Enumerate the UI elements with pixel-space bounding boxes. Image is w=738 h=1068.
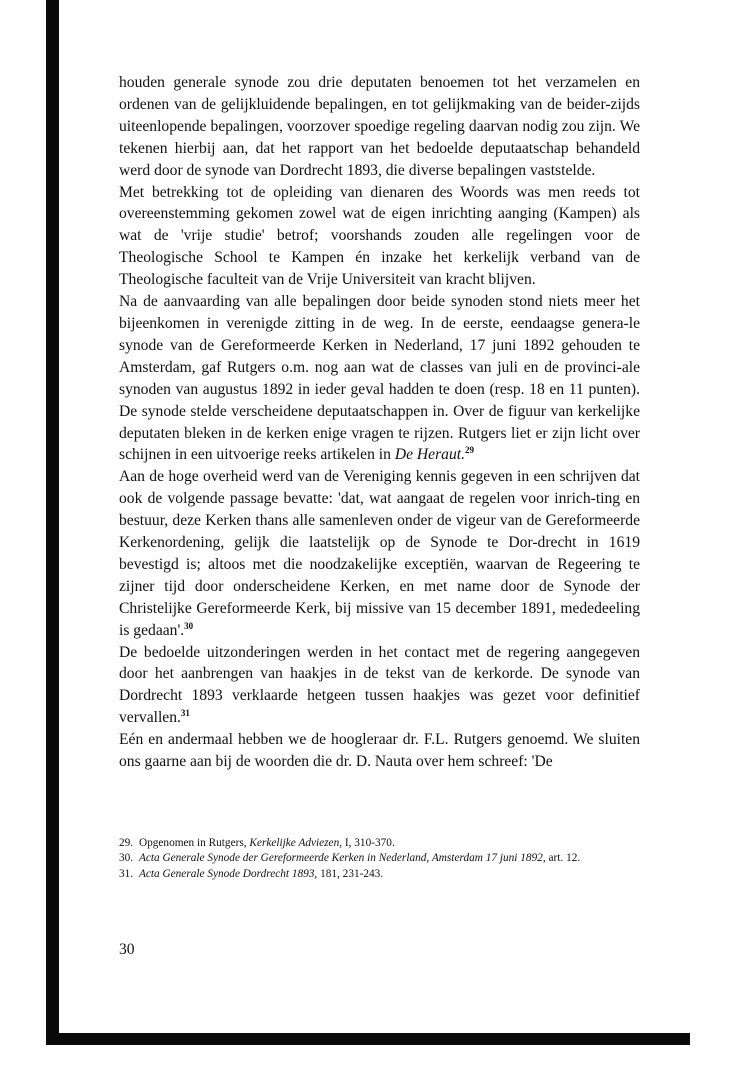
- footnote-31-number: 31.: [119, 867, 134, 880]
- paragraph-2: [119, 182, 640, 292]
- footnote-31: [119, 867, 640, 882]
- footnote-29-number: 29.: [119, 837, 134, 849]
- scan-border-bottom: [46, 1033, 690, 1045]
- paragraph-3-italic-title: De Heraut.: [394, 446, 466, 464]
- footnote-30-number: 30.: [119, 852, 134, 865]
- footnote-29: [119, 836, 640, 851]
- paragraph-2-text: Met betrekking tot de opleiding van dienaren des Woords was men reeds tot overeenstemming gekomen zowel wat de eigen inrichting aanging (Kampen) als wat de 'vrije studie' betrof; voorshands zouden alle regelingen voor de Theologische School te Kampen én inzake het kerkelijk verband van de Theologische faculteit van de Vrije Universiteit van kracht blijven.: [119, 183, 640, 289]
- page-number: 30: [119, 941, 135, 958]
- footnote-30-title: Acta Generale Synode der Gereformeerde Kerken in Nederland, Amsterdam 17 juni 1892,: [138, 852, 546, 865]
- footnote-30-suffix: art. 12.: [548, 852, 581, 865]
- footnote-ref-30[interactable]: 30: [184, 620, 194, 631]
- footnote-29-prefix: Opgenomen in Rutgers,: [138, 837, 247, 849]
- paragraph-4: [119, 466, 640, 641]
- footnotes: [119, 836, 640, 882]
- paragraph-3: [119, 291, 640, 466]
- paragraph-5-text: De bedoelde uitzonderingen werden in het contact met de regering aangegeven door het aanbrengen van haakjes in de tekst van de kerkorde. De synode van Dordrecht 1893 verklaarde hetgeen tussen haakjes was gezet voor definitief vervallen.: [119, 643, 640, 727]
- footnote-ref-31[interactable]: 31: [180, 708, 190, 719]
- scan-border-left: [46, 0, 59, 1043]
- paragraph-5: [119, 642, 640, 730]
- paragraph-6: [119, 729, 640, 773]
- paragraph-3-text: Na de aanvaarding van alle bepalingen door beide synoden stond niets meer het bijeenkomen in verenigde zitting in de weg. In de eerste, eendaagse genera-le synode van de Gereformeerde Kerken in Nederland, 17 juni 1892 gehouden te Amsterdam, gaf Rutgers o.m. nog aan wat de classes van juli en de provinci-ale synoden van augustus 1892 in ieder geval hadden te doen (resp. 18 en 11 punten). De synode stelde verscheidene deputaatschappen in. Over de figuur van kerkelijke deputaten bleken in de kerken enige vragen te rijzen. Rutgers liet er zijn licht over schijnen in een uitvoerige reeks artikelen in: [119, 293, 640, 464]
- footnote-31-title: Acta Generale Synode Dordrecht 1893,: [138, 867, 318, 880]
- footnote-29-suffix: I, 310-370.: [344, 837, 395, 849]
- footnote-ref-29[interactable]: 29: [465, 445, 475, 456]
- footnote-30: [119, 851, 640, 866]
- paragraph-1: [119, 72, 640, 182]
- paragraph-6-text: Eén en andermaal hebben we de hoogleraar dr. F.L. Rutgers genoemd. We sluiten ons gaarne aan bij de woorden die dr. D. Nauta over hem schreef: 'De: [119, 731, 640, 771]
- footnote-29-title: Kerkelijke Adviezen,: [249, 837, 343, 849]
- footnote-31-suffix: 181, 231-243.: [320, 867, 384, 880]
- paragraph-4-text: Aan de hoge overheid werd van de Vereniging kennis gegeven in een schrijven dat ook de volgende passage bevatte: 'dat, wat aangaat de regelen voor inrich-ting en bestuur, deze Kerken thans alle samenleven onder de vigeur van de Gereformeerde Kerkenordening, gelijk die laatstelijk op de Synode te Dor-drecht in 1619 bevestigd is; altoos met die noodzakelijke exceptiën, waarvan de Regeering te zijner tijd door onderscheidene Kerken, en met name door de Synode der Christelijke Gereformeerde Kerk, bij missive van 15 december 1891, mededeeling is gedaan'.: [119, 468, 640, 639]
- paragraph-1-text: houden generale synode zou drie deputaten benoemen tot het verzamelen en ordenen van de gelijkluidende bepalingen, en tot gelijkmaking van de beider-zijds uiteenlopende bepalingen, voorzover spoedige regeling daarvan nodig zou zijn. We tekenen hierbij aan, dat het rapport van het bedoelde deputaatschap behandeld werd door de synode van Dordrecht 1893, die diverse bepalingen vaststelde.: [119, 74, 640, 179]
- body-text: [119, 72, 640, 773]
